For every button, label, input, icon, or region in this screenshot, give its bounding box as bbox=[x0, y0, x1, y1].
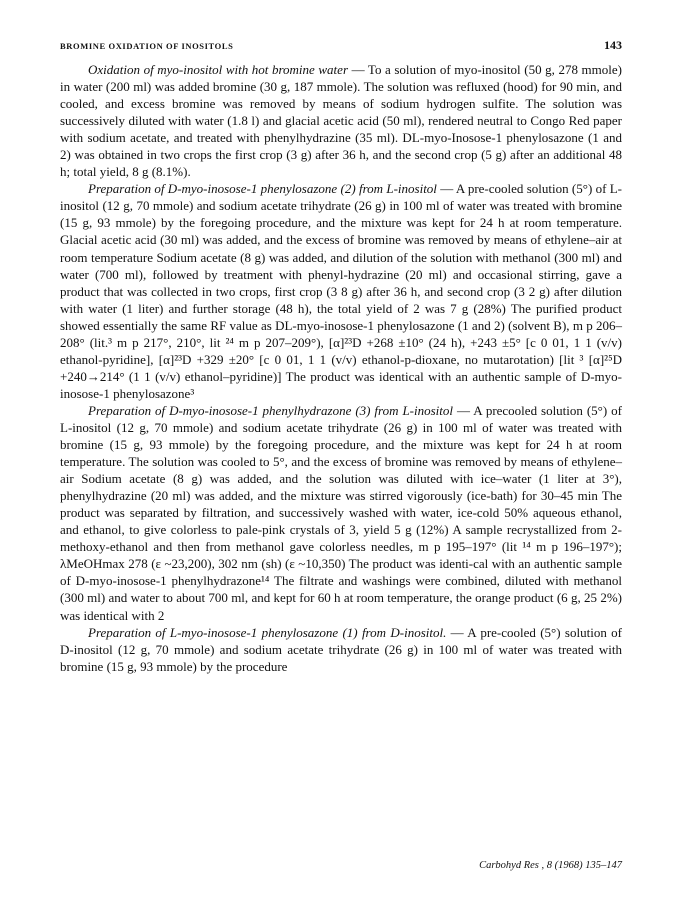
page bbox=[60, 38, 622, 675]
paragraph-body: — A pre-cooled (5°) solution of D-inositol (12 g, 70 mmole) and sodium acetate trihydrate (26 g) in 100 ml of water was treated with bromine (15 g, 93 mmole) by the procedure bbox=[60, 624, 622, 674]
page-number: 143 bbox=[604, 38, 622, 52]
paragraph-body: — A precooled solution (5°) of L-inositol (12 g, 70 mmole) and sodium acetate trihydrate (26 g) in 100 ml of water was treated with bromine (15 g, 93 mmole) by the foregoing procedure, and the mixture was kept for 24 h at room temperature. The solution was cooled to 5°, and the excess of bromine was removed by means of ethylene–air Sodium acetate (8 g) was added, and the solution was diluted with ice–water (1 liter at 3°), phenylhydrazine (20 ml) was added, and the mixture was stirred vigorously (ice-bath) for 30–45 min The product was separated by filtration, and successively washed with water, ice-cold 50% aqueous ethanol, and ethanol, to give colorless to pale-pink crystals of 3, yield 5 g (12%) A sample recrystallized from 2-methoxy-ethanol and then from methanol gave colorless needles, m p 195–197° (lit ¹⁴ m p 196–197°); λMeOHmax 278 (ε ~23,200), 302 nm (sh) (ε ~10,350) The product was identi-cal with an authentic sample of D-myo-inosose-1 phenylhydrazone¹⁴ The filtrate and washings were combined, diluted with methanol (300 ml) and water to about 700 ml, and kept for 60 h at room temperature, the orange product (6 g, 25 2%) was identical with 2 bbox=[60, 402, 622, 623]
paragraph-body: — To a solution of myo-inositol (50 g, 278 mmole) in water (200 ml) was added bromine (30 g, 187 mmole). The solution was refluxed (hood) for 90 min, and cooled, and excess bromine was removed by means of sodium hydrogen sulfite. The solution was successively diluted with water (1.8 l) and glacial acetic acid (50 ml), rendered neutral to Congo Red paper with sodium acetate, and treated with phenylhydrazine (35 ml). DL-myo-Inosose-1 phenylosazone (1 and 2) was obtained in two crops the first crop (3 g) after 36 h, and the second crop (5 g) after an additional 48 h; total yield, 8 g (8.1%). bbox=[60, 62, 622, 180]
paragraph-body: — A pre-cooled solution (5°) of L-inositol (12 g, 70 mmole) and sodium acetate trihydrate (26 g) in 100 ml of water was treated with bromine (15 g, 93 mmole) by the foregoing procedure, and the mixture was kept for 24 h at room temperature. Glacial acetic acid (30 ml) was added, and the excess of bromine was removed by means of ethylene–air at room temperature Sodium acetate (8 g) was added, and dilution of the solution with methanol (300 ml) and water (700 ml), followed by treatment with phenyl-hydrazine (20 ml) and occasional stirring, gave a product that was collected in two crops, first crop (3 8 g) after 36 h, and second crop (3 2 g) after dilution with water (1 liter) and further storage (48 h), the total yield of 2 was 7 g (28%) The purified product showed essentially the same RF value as DL-myo-inosose-1 phenylosazone (1 and 2) (solvent B), m p 206–208° (lit.³ m p 217°, 210°, lit ²⁴ m p 207–209°), [α]²³D +268 ±10° (24 h), +243 ±5° [c 0 01, 1 1 (v/v) ethanol-pyridine], [α]²³D +329 ±20° [c 0 01, 1 1 (v/v) ethanol-p-dioxane, no mutarotation) [lit ³ [α]²⁵D +240→214° (1 1 (v/v) ethanol–pyridine)] The product was identical with an authentic sample of D-myo-inosose-1 phenylosazone³ bbox=[60, 181, 623, 401]
section-title: Preparation of L-myo-inosose-1 phenylosazone (1) from D-inositol. bbox=[88, 624, 447, 640]
paragraph bbox=[60, 402, 622, 624]
running-head bbox=[60, 38, 622, 53]
paragraph bbox=[60, 180, 622, 402]
section-title: Preparation of D-myo-inosose-1 phenylhydrazone (3) from L-inositol bbox=[88, 402, 454, 418]
section-title: Oxidation of myo-inositol with hot bromine water bbox=[88, 62, 348, 77]
running-title: BROMINE OXIDATION OF INOSITOLS bbox=[60, 41, 234, 51]
body-text bbox=[60, 61, 622, 675]
paragraph bbox=[60, 624, 622, 675]
paragraph bbox=[60, 61, 622, 180]
journal-citation: Carbohyd Res , 8 (1968) 135–147 bbox=[479, 860, 622, 871]
section-title: Preparation of D-myo-inosose-1 phenylosazone (2) from L-inositol bbox=[88, 181, 437, 197]
